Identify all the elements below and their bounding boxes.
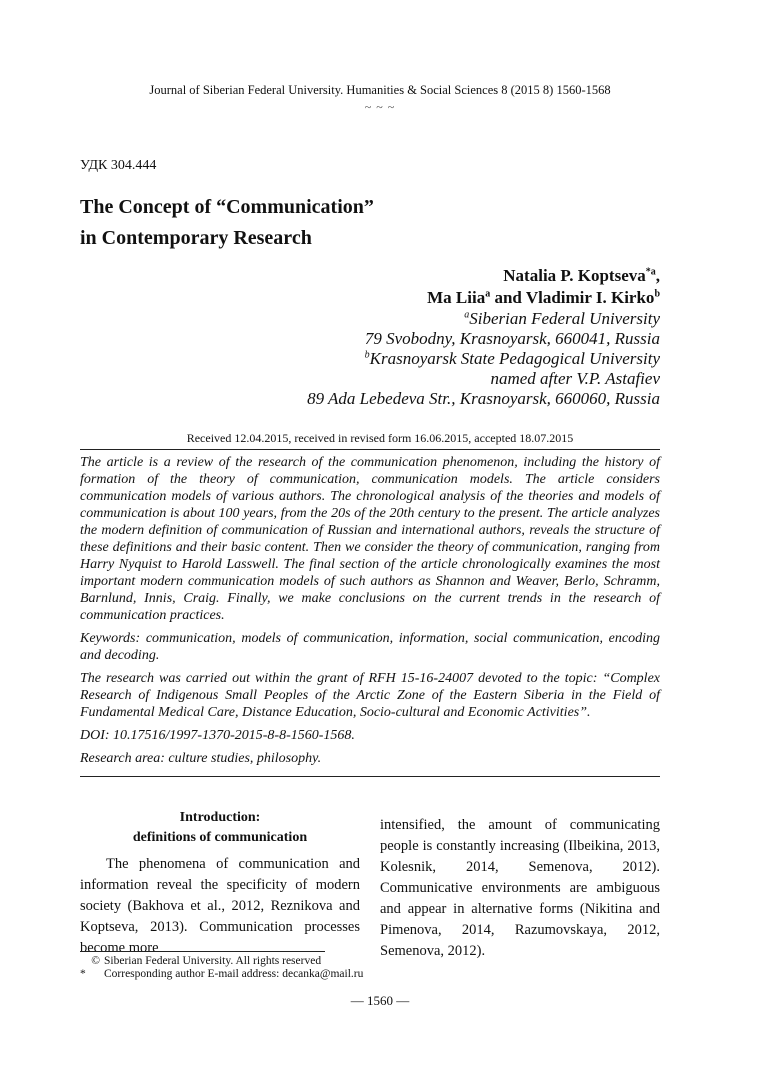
abstract-keywords: Keywords: communication, models of communication, information, social communication, encoding and decoding.: [80, 631, 660, 663]
abstract-summary: The article is a review of the research of the communication phenomenon, including the history of formation of the theory of communication, communication models. The article considers communication models of various authors. The chronological analysis of the theories and models of communication is about 100 years, from the 20s of the 20th century to the present. The article analyzes the modern definition of communication of Russian and international authors, reveals the structure of these definitions and their basic content. Then we consider the theory of communication, ranging from Harry Nyquist to Harold Lasswell. The final section of the article chronologically examines the most important modern communication models of such authors as Shannon and Weaver, Berlo, Schramm, Barnlund, Innis, Craig. Finally, we make conclusions on the current trends in the research of communication practices.: [80, 455, 660, 623]
footnote-asterisk: *: [80, 968, 86, 980]
header-ornament: ~ ~ ~: [364, 100, 396, 114]
copyright-icon: ©: [91, 955, 100, 967]
abstract-top-rule: [80, 449, 660, 450]
author-line-1: [503, 266, 660, 286]
author-koptseva: Natalia P. Koptseva: [503, 266, 646, 285]
page-number: ― 1560 ―: [350, 993, 410, 1008]
affiliation-b-name: Krasnoyarsk State Pedagogical University: [369, 349, 660, 368]
article-title-line2: in Contemporary Research: [80, 227, 312, 249]
affiliation-a-address: 79 Svobodny, Krasnoyarsk, 660041, Russia: [364, 329, 660, 348]
author-ma-liia: Ma Liia: [427, 288, 486, 307]
abstract-bottom-rule: [80, 776, 660, 777]
author-kirko-sup: b: [654, 288, 660, 300]
affiliation-b-address: 89 Ada Lebedeva Str., Krasnoyarsk, 660060, Russia: [307, 389, 660, 408]
udk-code: УДК 304.444: [80, 158, 157, 173]
abstract-research-area: Research area: culture studies, philosophy.: [80, 751, 322, 766]
intro-paragraph-left: The phenomena of communication and information reveal the specificity of modern society (Bakhova et al., 2012, Reznikova and Koptseva, 2013). Communication processes become more: [80, 856, 360, 956]
footnote-copyright-text: Siberian Federal University. All rights reserved: [104, 955, 322, 967]
author-line-2: [427, 288, 660, 308]
journal-header: Journal of Siberian Federal University. Humanities & Social Sciences 8 (2015 8) 1560-1568: [149, 83, 611, 97]
footnote-copyright: [80, 955, 321, 968]
author-koptseva-sup: *a: [645, 266, 656, 278]
affiliation-a-sup: a: [464, 309, 470, 321]
received-dates: Received 12.04.2015, received in revised form 16.06.2015, accepted 18.07.2015: [186, 431, 574, 445]
affiliation-b-sup: b: [364, 349, 370, 361]
affiliation-a-name: Siberian Federal University: [469, 309, 660, 328]
footnote-corresponding-text: Corresponding author E-mail address: decanka@mail.ru: [104, 968, 364, 980]
affiliation-a: [464, 309, 660, 329]
abstract-doi: DOI: 10.17516/1997-1370-2015-8-8-1560-1568.: [80, 728, 355, 743]
author-line1-comma: ,: [655, 266, 660, 285]
abstract-grant: The research was carried out within the grant of RFH 15-16-24007 devoted to the topic: “Complex Research of Indigenous Small Peoples of the Arctic Zone of the Eastern Siberia in the Field of Fundamental Medical Care, Distance Education, Socio-cultural and Economic Activities”.: [80, 671, 660, 720]
footnote-corresponding: [80, 968, 363, 981]
intro-heading-line2: definitions of communication: [132, 830, 308, 845]
intro-heading-line1: Introduction:: [179, 810, 261, 825]
author-ma-liia-sup: a: [485, 288, 491, 300]
author-kirko: and Vladimir I. Kirko: [490, 288, 655, 307]
affiliation-b: [365, 349, 660, 369]
footnote-rule: [80, 951, 325, 952]
article-title-line1: The Concept of “Communication”: [80, 196, 374, 218]
abstract-block: [80, 454, 660, 773]
affiliation-b-name2: named after V.P. Astafiev: [490, 369, 660, 388]
right-column: [380, 815, 660, 962]
intro-heading: [80, 808, 360, 848]
left-column: [80, 808, 360, 959]
intro-paragraph-right: intensified, the amount of communicating people is constantly increasing (Ilbeikina, 2013, Kolesnik, 2014, Semenova, 2012). Communicative environments are ambiguous and appear in alternative forms (Nikitina and Pimenova, 2014, Razumovskaya, 2012, Semenova, 2012).: [380, 817, 660, 959]
